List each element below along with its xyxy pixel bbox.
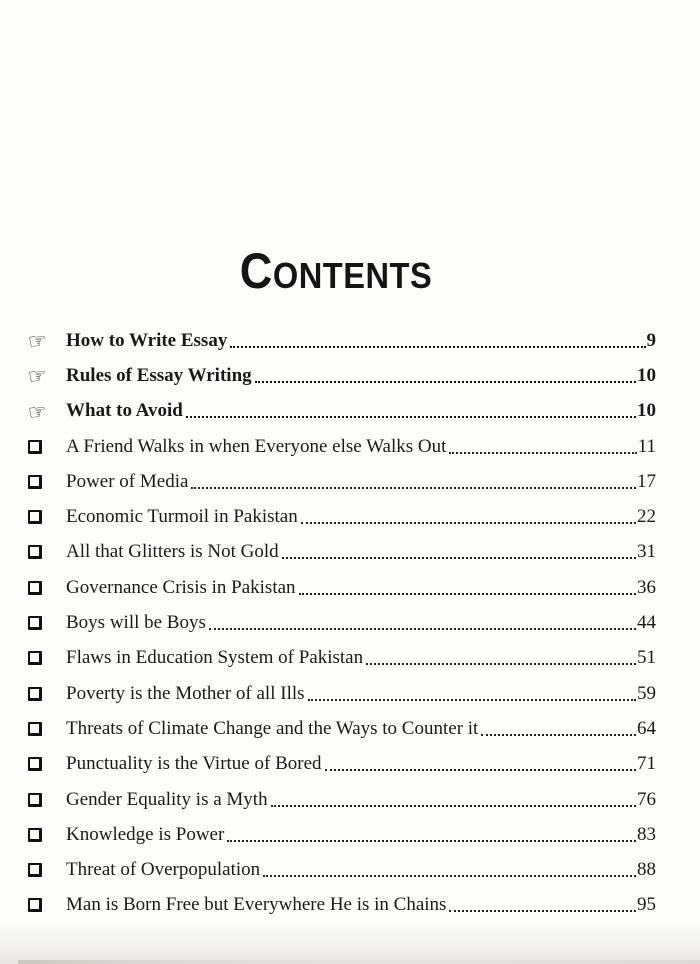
dot-leader — [191, 487, 636, 489]
checkbox-square — [28, 722, 42, 736]
checkbox-icon — [28, 687, 66, 701]
checkbox-icon — [28, 828, 66, 842]
toc-entry-page: 31 — [637, 541, 656, 563]
dot-leader — [299, 593, 636, 595]
toc-entry-label: Governance Crisis in Pakistan — [66, 576, 296, 598]
toc-entry-page: 76 — [637, 788, 656, 810]
checkbox-icon — [28, 722, 66, 736]
checkbox-square — [28, 581, 42, 595]
dot-leader — [481, 734, 636, 736]
toc-entry-label: Flaws in Education System of Pakistan — [66, 647, 364, 669]
checkbox-icon — [28, 545, 66, 559]
toc-entry — [28, 852, 656, 887]
toc-list — [28, 323, 656, 923]
page-bottom-edge — [18, 960, 700, 964]
toc-entry — [28, 394, 656, 429]
toc-entry-label: Man is Born Free but Everywhere He is in Chains — [66, 894, 447, 916]
toc-entry — [28, 358, 656, 393]
toc-entry-label: Knowledge is Power — [66, 823, 225, 845]
toc-entry — [28, 605, 656, 640]
dot-leader — [227, 840, 636, 842]
toc-entry-page: 95 — [637, 894, 656, 916]
toc-entry-page: 64 — [637, 717, 656, 739]
checkbox-icon — [28, 616, 66, 630]
dot-leader — [255, 381, 636, 383]
checkbox-icon — [28, 757, 66, 771]
dot-leader — [308, 699, 636, 701]
checkbox-square — [28, 863, 42, 877]
dot-leader — [325, 769, 637, 771]
toc-entry — [28, 782, 656, 817]
toc-entry-label: Boys will be Boys — [66, 612, 206, 634]
checkbox-square — [28, 651, 42, 665]
pointing-hand-icon: ☞ — [26, 328, 49, 355]
toc-entry-label: Rules of Essay Writing — [66, 364, 252, 386]
dot-leader — [186, 416, 636, 418]
toc-entry-label: Threat of Overpopulation — [66, 859, 261, 881]
toc-entry-page: 17 — [637, 470, 656, 492]
toc-entry — [28, 499, 656, 534]
toc-entry-page: 71 — [637, 753, 656, 775]
dot-leader — [263, 875, 636, 877]
dot-leader — [271, 805, 636, 807]
pointing-hand-icon: ☞ — [26, 363, 49, 390]
toc-entry-label: Poverty is the Mother of all Ills — [66, 682, 305, 704]
toc-entry-label: Power of Media — [66, 470, 189, 492]
toc-entry — [28, 888, 656, 923]
checkbox-square — [28, 828, 42, 842]
checkbox-square — [28, 898, 42, 912]
toc-entry-label: Punctuality is the Virtue of Bored — [66, 753, 322, 775]
dot-leader — [301, 522, 636, 524]
dot-leader — [366, 663, 636, 665]
toc-entry — [28, 641, 656, 676]
page-title-initial: C — [239, 242, 273, 299]
checkbox-square — [28, 475, 42, 489]
toc-entry-page: 36 — [637, 576, 656, 598]
dot-leader — [209, 628, 636, 630]
toc-entry-page: 83 — [637, 823, 656, 845]
toc-entry — [28, 747, 656, 782]
checkbox-icon — [28, 651, 66, 665]
toc-entry-label: Gender Equality is a Myth — [66, 788, 268, 810]
checkbox-square — [28, 440, 42, 454]
dot-leader — [449, 452, 636, 454]
dot-leader — [449, 910, 636, 912]
toc-entry-page: 11 — [637, 435, 656, 457]
dot-leader — [282, 557, 636, 559]
checkbox-icon — [28, 440, 66, 454]
checkbox-icon — [28, 793, 66, 807]
toc-entry-page: 10 — [637, 364, 656, 386]
checkbox-icon — [28, 510, 66, 524]
toc-entry-page: 44 — [637, 612, 656, 634]
checkbox-square — [28, 510, 42, 524]
toc-entry-label: What to Avoid — [66, 400, 183, 422]
toc-entry-page: 9 — [646, 329, 656, 351]
toc-entry — [28, 464, 656, 499]
toc-entry — [28, 535, 656, 570]
toc-entry — [28, 817, 656, 852]
checkbox-icon — [28, 581, 66, 595]
toc-entry — [28, 570, 656, 605]
toc-entry — [28, 676, 656, 711]
checkbox-square — [28, 757, 42, 771]
checkbox-icon — [28, 475, 66, 489]
toc-entry-label: Threats of Climate Change and the Ways to Counter it — [66, 717, 479, 739]
toc-entry-label: A Friend Walks in when Everyone else Walks Out — [66, 435, 447, 457]
page-title-rest: ONTENTS — [272, 256, 433, 297]
pointing-hand-icon: ☞ — [26, 398, 49, 425]
checkbox-icon — [28, 898, 66, 912]
page-title — [13, 240, 658, 307]
toc-entry-label: All that Glitters is Not Gold — [66, 541, 279, 563]
toc-entry — [28, 323, 656, 358]
dot-leader — [230, 346, 645, 348]
toc-entry-page: 51 — [637, 647, 656, 669]
checkbox-square — [28, 616, 42, 630]
checkbox-square — [28, 545, 42, 559]
checkbox-square — [28, 687, 42, 701]
toc-entry-page: 88 — [637, 859, 656, 881]
toc-entry-page: 10 — [637, 400, 656, 422]
page-bottom-shadow — [0, 920, 700, 964]
toc-entry-label: How to Write Essay — [66, 329, 228, 351]
toc-entry-page: 22 — [637, 506, 656, 528]
toc-entry — [28, 711, 656, 746]
checkbox-icon — [28, 863, 66, 877]
toc-entry — [28, 429, 656, 464]
toc-entry-label: Economic Turmoil in Pakistan — [66, 506, 298, 528]
toc-entry-page: 59 — [637, 682, 656, 704]
checkbox-square — [28, 793, 42, 807]
